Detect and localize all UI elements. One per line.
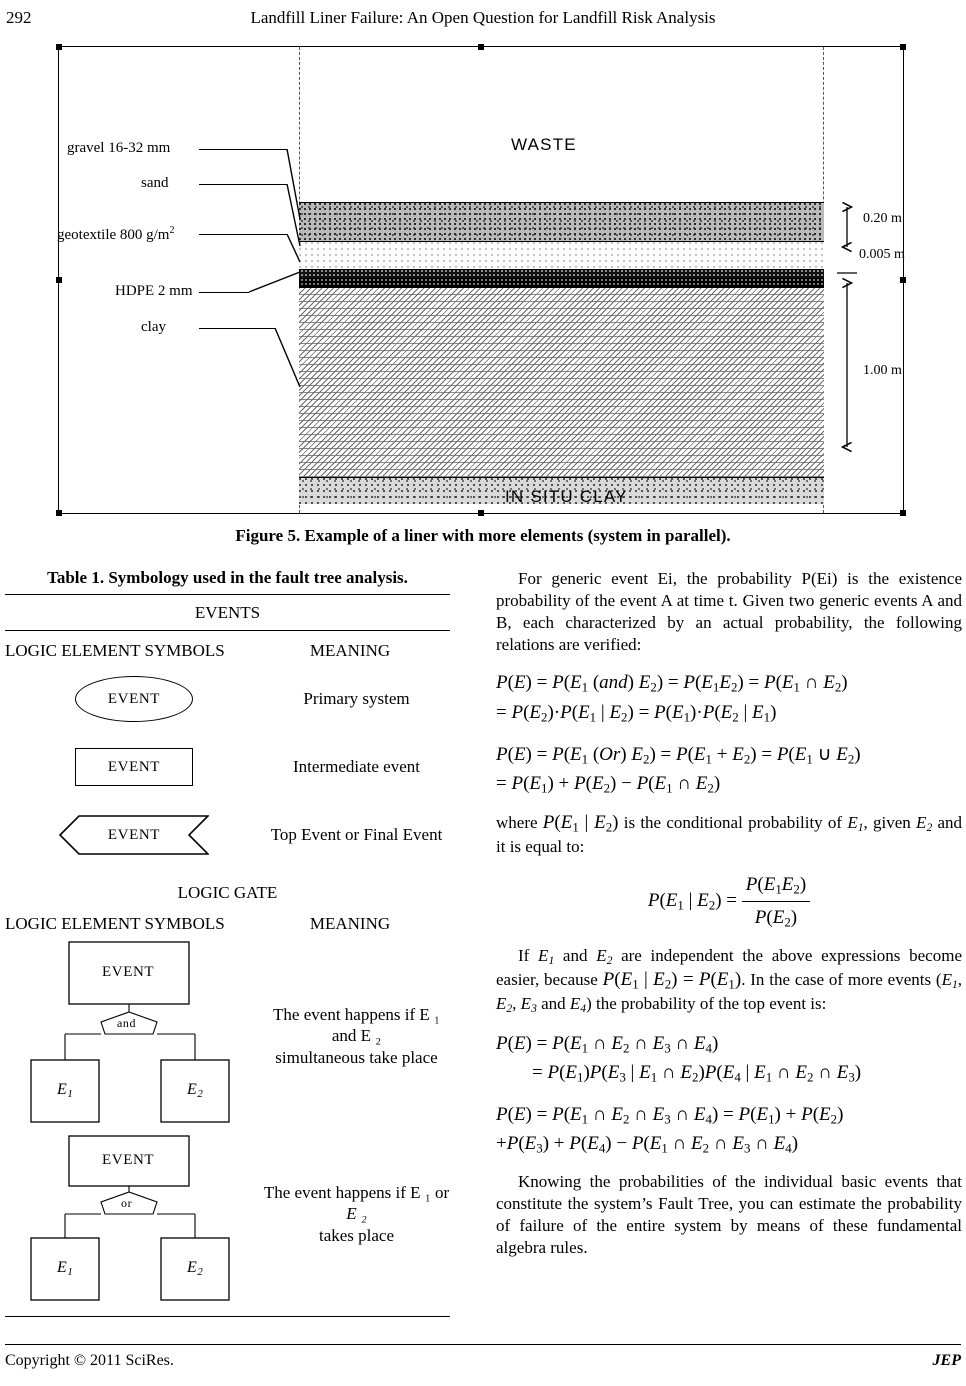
and-meaning-line-3: simultaneous take place bbox=[275, 1047, 438, 1067]
label-geotextile-superscript: 2 bbox=[169, 225, 175, 236]
symbol-cell-and-gate bbox=[5, 938, 263, 1126]
table-section-logic-gate: LOGIC GATE bbox=[177, 883, 278, 902]
and-gate-diagram bbox=[5, 938, 263, 1126]
meaning-intermediate-event: Intermediate event bbox=[293, 757, 420, 777]
col-header-meaning: MEANING bbox=[309, 641, 391, 660]
para2-end: and it is equal to: bbox=[496, 812, 963, 857]
and-right-E: E bbox=[187, 1081, 198, 1098]
table-section-events: EVENTS bbox=[194, 603, 261, 622]
running-head bbox=[0, 8, 966, 32]
table-title: Table 1. Symbology used in the fault tree analysis. bbox=[47, 568, 408, 587]
leader-geotextile-stub bbox=[199, 234, 287, 235]
figure-waste-label: WASTE bbox=[511, 135, 577, 154]
para3-inline-equation: $P(E_1$ | $E_2) = P(E_1)$ bbox=[602, 968, 742, 992]
paragraph-2 bbox=[496, 811, 962, 859]
para3-E1: $E_1$ bbox=[538, 945, 555, 967]
layer-hdpe bbox=[299, 279, 824, 288]
or-meaning-line-1: The event happens if E ₁ or bbox=[263, 1183, 450, 1202]
equation-5-line-2: $+P(E_3) + P(E_4) - P(E_1$ ∩ $E_2$ ∩ $E_3$ ∩ $E_4$) bbox=[496, 1133, 799, 1157]
page-number: 292 bbox=[6, 8, 32, 27]
symbol-cell-oval bbox=[5, 676, 263, 722]
and-gate-top-label: EVENT bbox=[102, 964, 155, 980]
and-meaning-line-1: The event happens if E ₁ bbox=[273, 1005, 440, 1024]
or-right-sub: 2 bbox=[197, 1266, 204, 1279]
equation-2-line-2: = $P(E_1) + P(E_2) - P(E_1$ ∩ $E_2$) bbox=[496, 773, 721, 796]
equation-5-line-1: $P(E) = P(E_1$ ∩ $E_2$ ∩ $E_3$ ∩ $E_4) = P(E_1) + P(E_2)$ bbox=[496, 1103, 844, 1127]
figure-handle-bottom-left[interactable] bbox=[56, 510, 62, 516]
paragraph-3 bbox=[496, 945, 962, 1017]
para3-a: If bbox=[518, 945, 539, 965]
equation-3-fraction bbox=[742, 870, 810, 932]
dimension-0-20-m: 0.20 m bbox=[863, 211, 902, 226]
figure-handle-middle-right[interactable] bbox=[900, 277, 906, 283]
para2-before: where bbox=[496, 812, 543, 832]
equation-3-body: $P(E_1$ | $E_2$) = $\frac{P(E_1E_2)}{P(E_2)}$ bbox=[648, 890, 810, 911]
layer-gravel bbox=[299, 202, 824, 242]
body-right-column bbox=[496, 568, 962, 1269]
leader-clay-stub bbox=[199, 328, 275, 329]
running-title: Landfill Liner Failure: An Open Question for Landfill Risk Analysis bbox=[250, 8, 716, 27]
table-row-and-gate bbox=[5, 938, 450, 1134]
and-right-sub: 2 bbox=[197, 1088, 204, 1101]
para2-after: , given bbox=[863, 812, 917, 832]
or-gate-operator-label: or bbox=[121, 1196, 133, 1210]
paragraph-4: Knowing the probabilities of the individual basic events that constitute the system’s Fault Tree, you can estimate the probability of failure of the entire system by means of these fundamental algebra rules. bbox=[496, 1172, 962, 1258]
para3-E3: $E_3$ bbox=[520, 994, 537, 1016]
equation-5 bbox=[496, 1100, 962, 1159]
para3-E2: $E_2$ bbox=[596, 945, 613, 967]
or-meaning-line-2: E ₂ bbox=[346, 1204, 367, 1224]
liner-strata-stack bbox=[299, 202, 824, 504]
or-right-E: E bbox=[187, 1259, 198, 1276]
figure-handle-top-right[interactable] bbox=[900, 44, 906, 50]
para2-E1: $E_1$ bbox=[847, 812, 864, 835]
para2-mid: is the conditional probability of bbox=[623, 812, 848, 832]
dimension-1-00-m: 1.00 m bbox=[863, 363, 902, 378]
para3-E2b: $E_2$ bbox=[496, 994, 513, 1016]
figure-caption: Figure 5. Example of a liner with more elements (system in parallel). bbox=[235, 526, 731, 545]
figure-handle-middle-left[interactable] bbox=[56, 277, 62, 283]
table-1-container bbox=[5, 568, 450, 1317]
and-left-sub: 1 bbox=[67, 1088, 74, 1101]
table-rule-bottom bbox=[5, 1316, 450, 1317]
meaning-and-gate bbox=[263, 938, 450, 1068]
figure-in-situ-clay-label: IN SITU CLAY bbox=[505, 487, 628, 506]
layer-sand bbox=[299, 242, 824, 270]
para3-b: and bbox=[554, 945, 597, 965]
table-row-top-event bbox=[5, 801, 450, 869]
table-row-or-gate bbox=[5, 1134, 450, 1310]
figure-handle-bottom-middle[interactable] bbox=[478, 510, 484, 516]
table-column-headers-gates bbox=[5, 910, 450, 938]
event-oval-label: EVENT bbox=[107, 690, 161, 707]
para2-inline-equation: $P(E_1$ | $E_2$) bbox=[542, 811, 619, 835]
and-gate-right-input-label bbox=[187, 1081, 203, 1100]
event-rectangle-shape bbox=[75, 748, 193, 786]
para3-g: and bbox=[536, 994, 570, 1014]
layer-clay bbox=[299, 288, 824, 478]
event-hexagon-label: EVENT bbox=[107, 826, 161, 843]
para3-E4: $E_4$ bbox=[569, 994, 587, 1016]
leader-sand-stub bbox=[199, 184, 287, 185]
figure-handle-top-middle[interactable] bbox=[478, 44, 484, 50]
label-geotextile bbox=[57, 225, 174, 244]
equation-1-line-1: $P(E) = P(E_1$ (and) $E_2) = P(E_1E_2) = P(E_1$ ∩ $E_2$) bbox=[496, 672, 848, 695]
event-oval-shape bbox=[75, 676, 193, 722]
para3-f: , bbox=[512, 994, 521, 1014]
figure-handle-bottom-right[interactable] bbox=[900, 510, 906, 516]
event-hexagon-shape bbox=[59, 814, 209, 856]
col-header-symbols: LOGIC ELEMENT SYMBOLS bbox=[5, 641, 225, 660]
paragraph-1: For generic event Ei, the probability P(Ei) is the existence probability of the event A at time t. Given two generic events A and B, each characterized by an actual probability, the following relations are verified: bbox=[496, 569, 962, 655]
para3-e: , bbox=[957, 969, 962, 989]
para2-E2: $E_2$ bbox=[916, 812, 933, 835]
table-row-primary-system bbox=[5, 665, 450, 733]
equation-1 bbox=[496, 668, 962, 727]
para3-c: are independent the above expressions become easier, because bbox=[496, 945, 962, 989]
or-left-sub: 1 bbox=[67, 1266, 74, 1279]
layer-geotextile bbox=[299, 270, 824, 279]
footer-journal-abbreviation: JEP bbox=[932, 1352, 961, 1369]
and-left-E: E bbox=[57, 1081, 68, 1098]
col-header-meaning-gates: MEANING bbox=[309, 914, 391, 933]
equation-3-numerator: $P(E_1E_2)$ bbox=[745, 874, 807, 897]
symbol-cell-hexagon bbox=[5, 814, 263, 856]
and-gate-left-input-label bbox=[57, 1081, 73, 1100]
or-gate-right-input-label bbox=[187, 1259, 203, 1278]
equation-2-line-1: $P(E) = P(E_1$ (Or) $E_2) = P(E_1 + E_2) = P(E_1$ ∪ $E_2$) bbox=[496, 743, 861, 767]
leader-hdpe-stub bbox=[199, 292, 249, 293]
col-header-symbols-gates: LOGIC ELEMENT SYMBOLS bbox=[5, 914, 225, 933]
symbol-cell-or-gate bbox=[5, 1134, 263, 1304]
equation-3-denominator: $P(E_2)$ bbox=[742, 901, 810, 933]
leader-gravel-stub bbox=[199, 149, 287, 150]
figure-handle-top-left[interactable] bbox=[56, 44, 62, 50]
symbol-cell-rectangle bbox=[5, 748, 263, 786]
footer-copyright: Copyright © 2011 SciRes. bbox=[5, 1352, 174, 1369]
label-gravel: gravel 16-32 mm bbox=[67, 140, 171, 156]
para3-E1b: $E_1$ bbox=[941, 969, 958, 992]
para3-h: ) the probability of the top event is: bbox=[586, 994, 827, 1014]
meaning-primary-system: Primary system bbox=[303, 689, 410, 709]
label-sand: sand bbox=[141, 175, 169, 191]
or-left-E: E bbox=[57, 1259, 68, 1276]
event-rectangle-label: EVENT bbox=[107, 758, 161, 775]
equation-2 bbox=[496, 740, 962, 799]
meaning-or-gate bbox=[263, 1134, 450, 1246]
table-column-headers-events bbox=[5, 631, 450, 665]
equation-4 bbox=[496, 1029, 962, 1088]
and-meaning-line-2: and E ₂ bbox=[331, 1026, 382, 1046]
para3-d: . In the case of more events ( bbox=[741, 969, 942, 989]
or-gate-left-input-label bbox=[57, 1259, 73, 1278]
or-gate-diagram bbox=[5, 1134, 263, 1304]
equation-1-line-2: = $P(E_2)\cdot P(E_1$ | $E_2) = P(E_1)\cdot P(E_2$ | $E_1$) bbox=[496, 702, 777, 725]
equation-4-line-2: = $P(E_1)P(E_3$ | $E_1$ ∩ $E_2)P(E_4$ | $E_1$ ∩ $E_2$ ∩ $E_3$) bbox=[532, 1062, 862, 1085]
and-gate-operator-label: and bbox=[117, 1016, 137, 1030]
equation-4-line-1: $P(E) = P(E_1$ ∩ $E_2$ ∩ $E_3$ ∩ $E_4$) bbox=[496, 1032, 719, 1056]
meaning-top-event: Top Event or Final Event bbox=[270, 825, 443, 845]
label-geotextile-text: geotextile 800 g/m bbox=[57, 227, 170, 243]
label-clay: clay bbox=[141, 319, 166, 335]
figure-5-frame bbox=[58, 46, 904, 514]
footer-rule bbox=[5, 1344, 961, 1345]
label-hdpe: HDPE 2 mm bbox=[115, 283, 193, 299]
dimension-0-005-m: 0.005 m bbox=[859, 247, 905, 262]
equation-3 bbox=[496, 870, 962, 932]
or-gate-top-label: EVENT bbox=[102, 1152, 155, 1168]
table-row-intermediate-event bbox=[5, 733, 450, 801]
or-meaning-line-3: takes place bbox=[318, 1225, 395, 1245]
